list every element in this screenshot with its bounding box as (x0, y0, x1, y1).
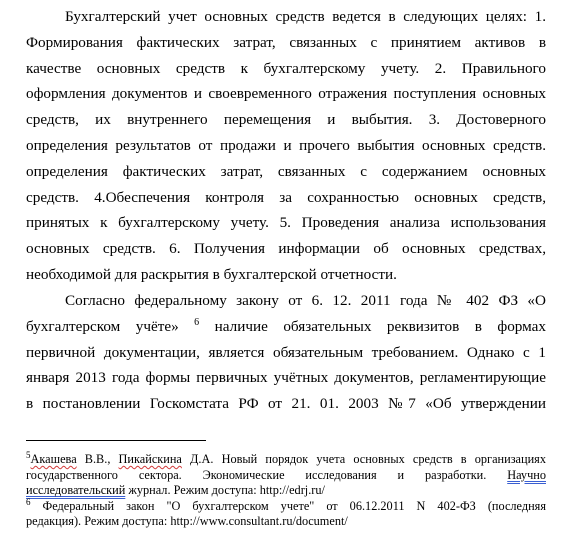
footnote-number: 6 (26, 496, 31, 507)
text-line: основных средств. 6. Получения информации об основных средствах, (26, 240, 546, 258)
footnote-5-line (26, 468, 546, 484)
text-fragment: журнал. Режим доступа: http://edrj.ru/ (125, 483, 325, 498)
footnote-5-line (26, 483, 546, 499)
text-line: определения фактических затрат, связанных с содержанием основных (26, 162, 546, 180)
spellcheck-word: Акашева (30, 452, 77, 466)
text-line: оформления документов и своевременного отражения поступления основных (26, 85, 546, 103)
paragraph-accounting-goals (26, 4, 546, 288)
text-line: средств, их внутреннего перемещения и выбытия. 3. Достоверного (26, 111, 546, 129)
footnote-5-line (26, 449, 546, 468)
text-line: необходимой для раскрытия в бухгалтерской отчетности. (26, 265, 397, 283)
text-line: января 2013 года формы первичных учётных документов, регламентирующие (26, 369, 546, 387)
text-fragment: В.В., (76, 452, 119, 466)
text-line: определения результатов от продажи и прочего выбытия основных средств. (26, 136, 546, 154)
text-fragment: наличие обязательных реквизитов в формах (199, 317, 547, 335)
text-fragment: Д.А. Новый порядок учета основных средств в организациях (181, 452, 546, 466)
text-line (26, 314, 546, 340)
text-fragment: государственного сектора. Экономические исследования и разработки. (26, 467, 508, 482)
text-line: средств. 4.Обеспечения контроля за сохранностью основных средств, (26, 188, 546, 206)
text-line: первичной документации, является обязательным требованием. Однако с 1 (26, 343, 546, 361)
text-line: Согласно федеральному закону от 6. 12. 2011 года № 402 ФЗ «О (65, 292, 546, 309)
footnote-6-line (26, 496, 546, 515)
paragraph-federal-law (26, 288, 546, 417)
grammar-check-phrase: Научно (507, 467, 546, 482)
text-fragment: бухгалтерском учёте» (26, 317, 179, 335)
spellcheck-word: Пикайскина (118, 452, 182, 466)
text-line: в постановлении Госкомстата РФ от 21. 01. 2003 №7 «Об утверждении (26, 395, 546, 413)
text-line: Формирования фактических затрат, связанных с принятием активов в (26, 33, 546, 51)
text-line: качестве основных средств к бухгалтерскому учету. 2. Правильного (26, 59, 546, 77)
text-line: Бухгалтерский учет основных средств ведется в следующих целях: 1. (65, 8, 546, 25)
footnotes (26, 449, 546, 530)
grammar-check-phrase: исследовательский (26, 483, 126, 498)
footnote-number: 5 (26, 449, 31, 460)
text-fragment: Федеральный закон "О бухгалтерском учете" от 06.12.2011 N 402-ФЗ (последняя (30, 498, 546, 513)
footnote-separator (26, 440, 206, 441)
footnote-reference[interactable]: 6 (194, 316, 200, 328)
footnote-6-line: редакция). Режим доступа: http://www.consultant.ru/document/ (26, 514, 348, 529)
text-line: принятых к бухгалтерскому учету. 5. Проведения анализа использования (26, 214, 546, 232)
